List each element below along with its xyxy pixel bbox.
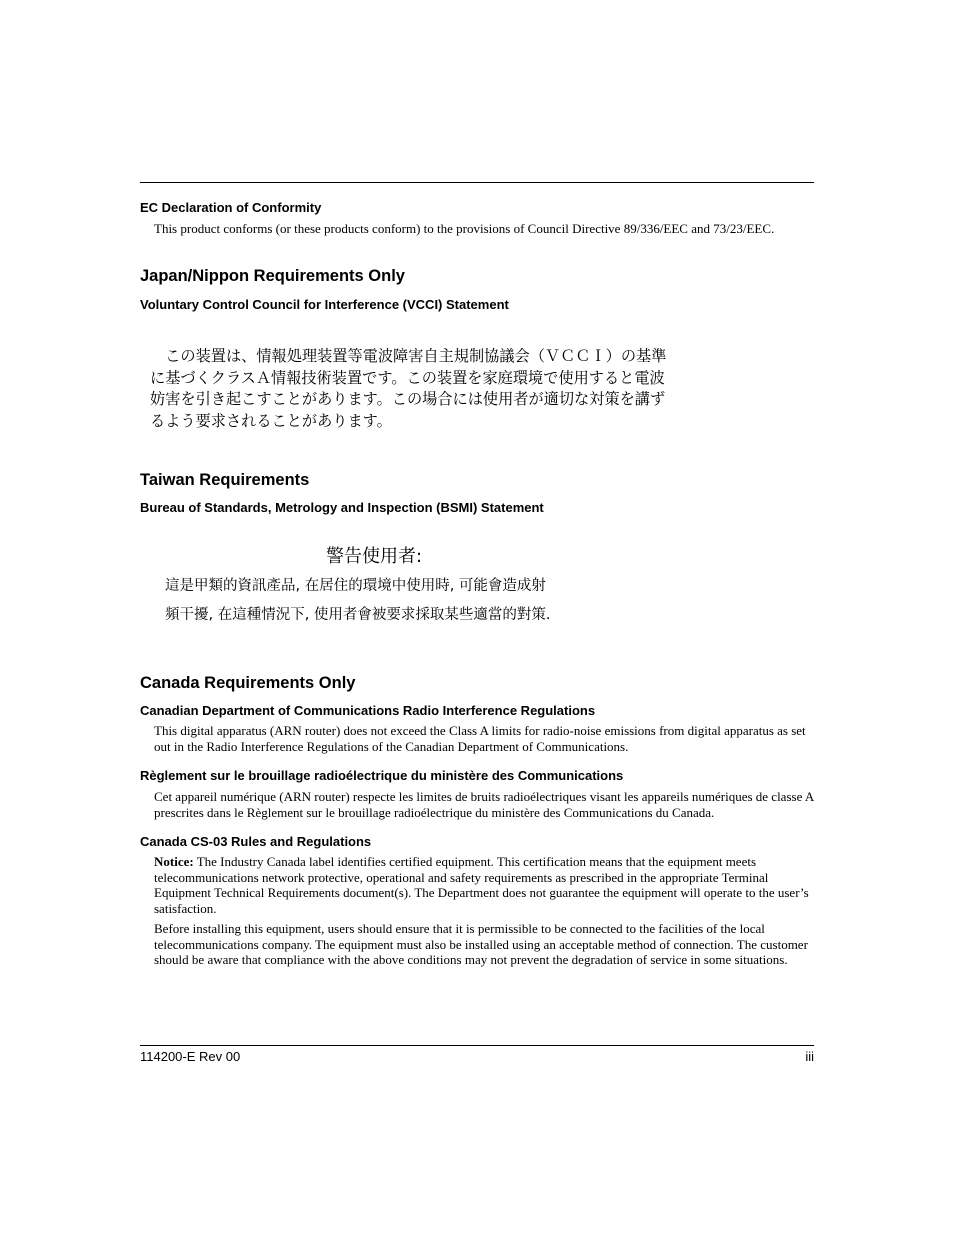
vcci-line: るよう要求されることがあります。 xyxy=(150,411,392,430)
header-rule xyxy=(140,182,814,183)
vcci-line: 妨害を引き起こすことがあります。この場合には使用者が適切な対策を講ず xyxy=(150,390,666,408)
canada-fr-text: Cet appareil numérique (ARN router) respecte les limites de bruits radioélectriques visant les appareils numériques de classe A prescrites dans le Règlement sur le brouillage radioélectrique du ministère des Communications du Canada. xyxy=(154,789,814,820)
notice-text: The Industry Canada label identifies certified equipment. This certification means that the equipment meets telecommunications network protective, operational and safety requirements as prescribed in the appropriate Terminal Equipment Technical Requirements document(s). The Department does not guarantee the equipment will operate to the user’s satisfaction. xyxy=(154,854,809,916)
footer-page-number: iii xyxy=(805,1049,814,1064)
ec-text: This product conforms (or these products conform) to the provisions of Council Directive 89/336/EEC and 73/23/EEC. xyxy=(154,221,775,236)
footer-doc-number: 114200-E Rev 00 xyxy=(140,1049,241,1064)
canada-fr-heading: Règlement sur le brouillage radioélectrique du ministère des Communications xyxy=(140,768,624,783)
bsmi-subheading: Bureau of Standards, Metrology and Inspection (BSMI) Statement xyxy=(140,500,544,515)
cs03-notice xyxy=(154,854,814,916)
vcci-line: この装置は、情報処理装置等電波障害自主規制協議会（ＶＣＣＩ）の基準 xyxy=(150,347,667,365)
cs03-heading: Canada CS-03 Rules and Regulations xyxy=(140,834,372,849)
bsmi-line: 頻干擾, 在這種情況下, 使用者會被要求採取某些適當的對策. xyxy=(165,607,551,623)
canada-doc-heading: Canadian Department of Communications Radio Interference Regulations xyxy=(140,703,596,718)
bsmi-title: 警告使用者: xyxy=(326,546,423,567)
vcci-line: に基づくクラスＡ情報技術装置です。この装置を家庭環境で使用すると電波 xyxy=(150,368,665,387)
cs03-install-text: Before installing this equipment, users should ensure that it is permissible to be connected to the facilities of the local telecommunications company. The equipment must also be installed using an acceptable method of connection. The customer should be aware that compliance with the above conditions may not prevent the degradation of service in some situations. xyxy=(154,921,808,968)
notice-label: Notice: xyxy=(154,854,194,869)
japan-heading: Japan/Nippon Requirements Only xyxy=(140,267,405,285)
vcci-statement xyxy=(150,346,710,432)
canada-doc-text: This digital apparatus (ARN router) does not exceed the Class A limits for radio-noise emissions from digital apparatus as set out in the Radio Interference Regulations of the Canadian Department of Communications. xyxy=(154,723,806,754)
bsmi-line: 這是甲類的資訊產品, 在居住的環境中使用時, 可能會造成射 xyxy=(165,578,546,594)
ec-heading: EC Declaration of Conformity xyxy=(140,200,322,215)
footer-rule xyxy=(140,1045,814,1046)
canada-heading: Canada Requirements Only xyxy=(140,674,356,692)
vcci-subheading: Voluntary Control Council for Interference (VCCI) Statement xyxy=(140,297,509,312)
taiwan-heading: Taiwan Requirements xyxy=(140,471,310,489)
